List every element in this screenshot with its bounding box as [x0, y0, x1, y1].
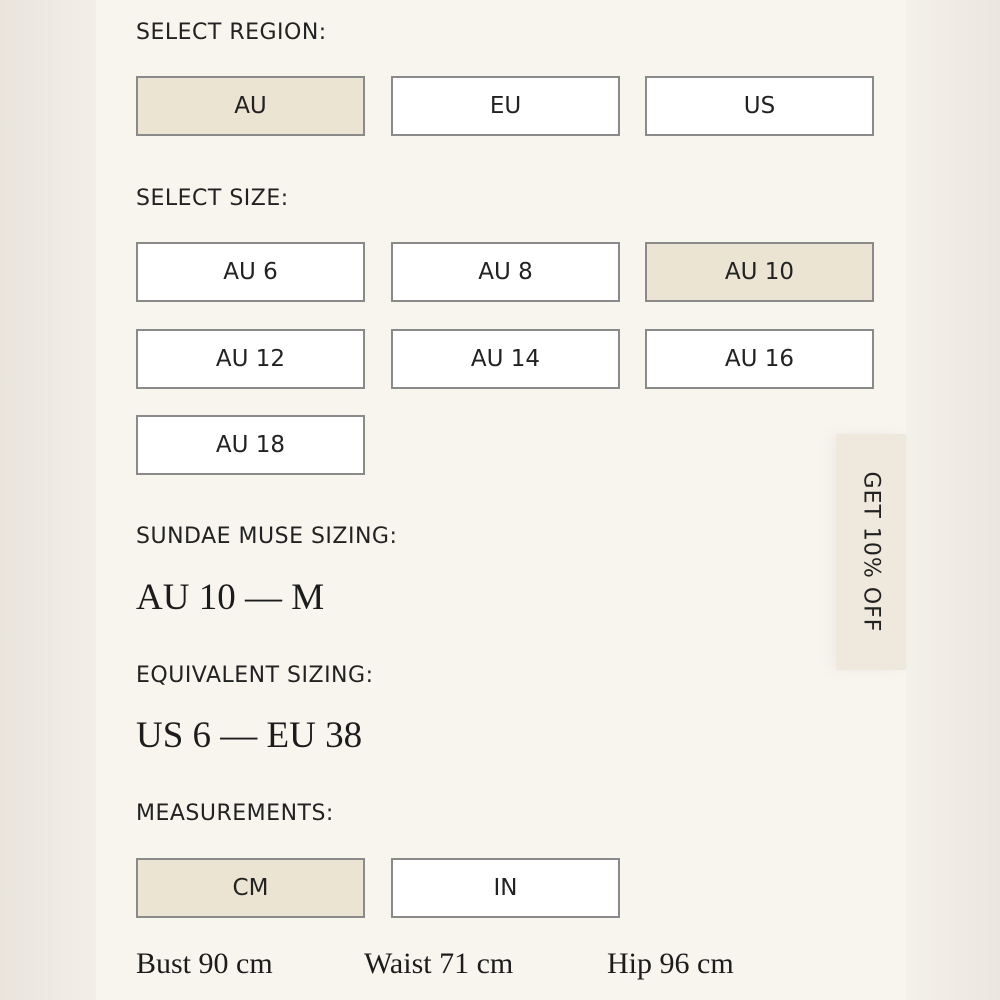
region-button-eu[interactable]: EU [391, 76, 620, 136]
sundae-sizing-label: SUNDAE MUSE SIZING: [136, 524, 398, 549]
discount-promo-label: GET 10% OFF [858, 471, 884, 633]
size-button-au-18[interactable]: AU 18 [136, 415, 365, 475]
equivalent-sizing-value: US 6 — EU 38 [136, 715, 363, 756]
size-button-au-6[interactable]: AU 6 [136, 242, 365, 302]
hip-measurement: Hip 96 cm [607, 947, 734, 980]
measurements-label: MEASUREMENTS: [136, 801, 334, 826]
sundae-sizing-value: AU 10 — M [136, 577, 325, 618]
discount-promo-tab[interactable] [836, 434, 906, 670]
size-button-au-14[interactable]: AU 14 [391, 329, 620, 389]
right-backdrop [906, 0, 1000, 1000]
bust-measurement: Bust 90 cm [136, 947, 273, 980]
select-size-label: SELECT SIZE: [136, 186, 289, 211]
equivalent-sizing-label: EQUIVALENT SIZING: [136, 663, 374, 688]
size-button-au-8[interactable]: AU 8 [391, 242, 620, 302]
size-button-au-12[interactable]: AU 12 [136, 329, 365, 389]
size-button-au-10[interactable]: AU 10 [645, 242, 874, 302]
waist-measurement: Waist 71 cm [364, 947, 514, 980]
select-region-label: SELECT REGION: [136, 20, 327, 45]
left-backdrop [0, 0, 96, 1000]
size-button-au-16[interactable]: AU 16 [645, 329, 874, 389]
size-panel [96, 0, 906, 1000]
unit-button-cm[interactable]: CM [136, 858, 365, 918]
unit-button-in[interactable]: IN [391, 858, 620, 918]
region-button-au[interactable]: AU [136, 76, 365, 136]
region-button-us[interactable]: US [645, 76, 874, 136]
